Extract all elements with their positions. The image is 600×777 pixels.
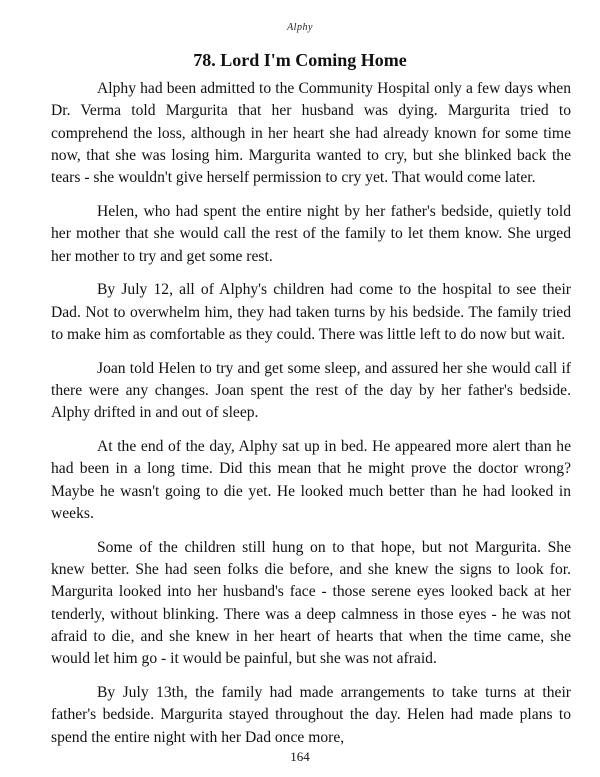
page-number: 164 bbox=[290, 749, 310, 764]
paragraph: Alphy had been admitted to the Community Hospital only a few days when Dr. Verma told Margurita that her husband was dying. Margurita tried to comprehend the loss, although in her heart she had already known for some time now, that she was losing him. Margurita wanted to cry, but she blinked back the tears - she wouldn't give herself permission to cry yet. That would come later. bbox=[51, 80, 571, 187]
paragraph: By July 13th, the family had made arrangements to take turns at their father's bedside. Margurita stayed throughout the day. Helen had made plans to spend the entire night with her Dad once more, bbox=[51, 684, 571, 746]
paragraph: Helen, who had spent the entire night by her father's bedside, quietly told her mother that she would call the rest of the family to let them know. She urged her mother to try and get some rest. bbox=[51, 202, 571, 265]
running-head: Alphy bbox=[287, 22, 313, 33]
paragraph: At the end of the day, Alphy sat up in bed. He appeared more alert than he had been in a long time. Did this mean that he might prove the doctor wrong? Maybe he wasn't going to die yet. He looked much better than he had looked in weeks. bbox=[51, 438, 571, 523]
paragraph: Some of the children still hung on to that hope, but not Margurita. She knew better. She had seen folks die before, and she knew the signs to look for. Margurita looked into her husband's face - those serene eyes looked back at her tenderly, without blinking. There was a deep calmness in those eyes - he was not afraid to die, and she knew in her heart of hearts that when the time came, she would let him go - it would be painful, but she was not afraid. bbox=[51, 538, 571, 668]
paragraph: Joan told Helen to try and get some sleep, and assured her she would call if there were any changes. Joan spent the rest of the day by her father's bedside. Alphy drifted in and out of sleep. bbox=[51, 359, 571, 422]
body-text bbox=[51, 78, 571, 761]
paragraph: By July 12, all of Alphy's children had come to the hospital to see their Dad. Not to overwhelm him, they had taken turns by his bedside. The family tried to make him as comfortable as they could. There was little left to do now but wait. bbox=[51, 281, 571, 343]
chapter-title: 78. Lord I'm Coming Home bbox=[193, 50, 407, 70]
